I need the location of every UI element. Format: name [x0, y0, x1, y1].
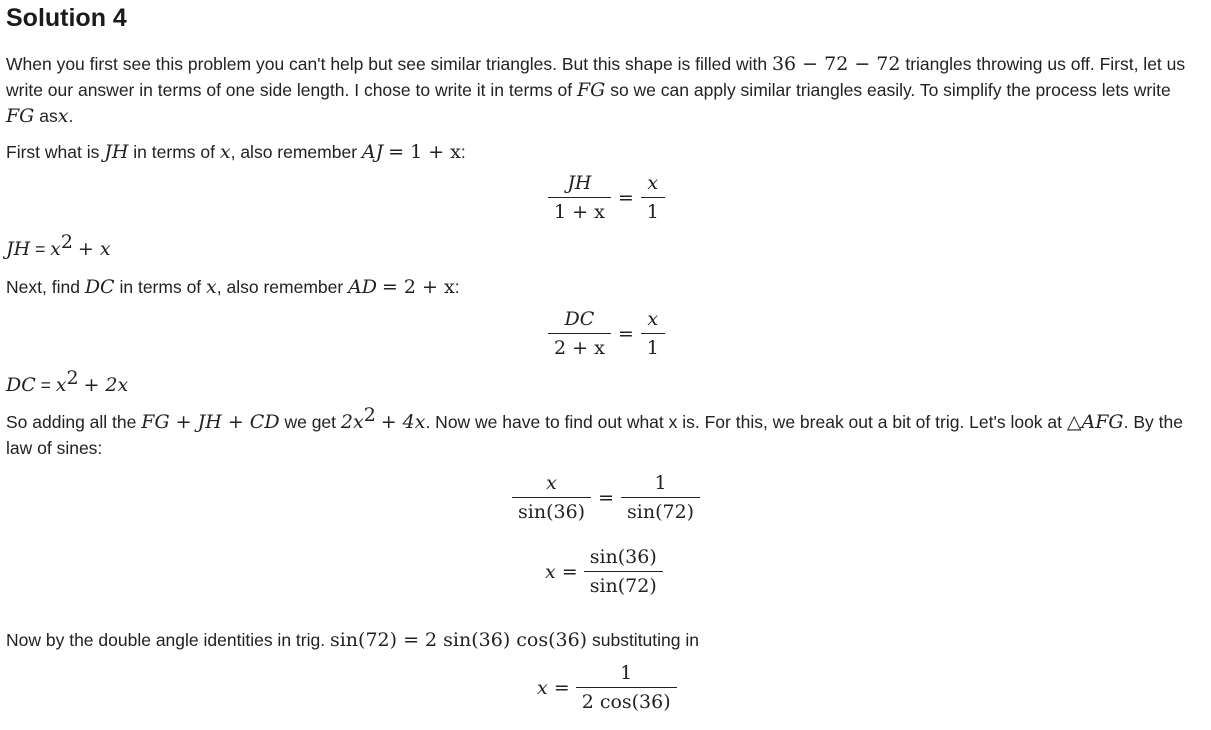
jh-text-a: First what is — [6, 142, 100, 162]
fraction-dc — [548, 308, 611, 359]
sum-text-c: . Now we have to find out what x is. For this, we break out a bit of trig. Let's look at — [425, 412, 1063, 432]
equals-sign: = — [617, 186, 634, 209]
jh-result — [6, 231, 1201, 262]
intro-math-x: x — [57, 105, 69, 127]
dc-result-exponent: 2 — [66, 367, 79, 390]
solution-heading: Solution 4 — [6, 4, 127, 32]
fraction-x-numerator: x — [647, 172, 659, 194]
double-angle-text-b: substituting in — [591, 630, 699, 650]
double-angle-text-a: Now by the double angle identities in trig. — [6, 630, 326, 650]
sum-text-d: . By the law of sines: — [6, 412, 1183, 458]
fraction-1-over-2cos36 — [576, 662, 677, 713]
fraction-jh-denominator: 1 + x — [548, 197, 611, 223]
intro-math-fg-2: FG — [6, 105, 35, 127]
equation-x-ratio-of-sines — [545, 546, 663, 597]
dc-math-ad: AD — [348, 276, 378, 298]
intro-text-e: . — [68, 106, 74, 126]
dc-result — [6, 367, 1201, 398]
intro-math-angles: 36 − 72 − 72 — [771, 53, 901, 75]
sum-text-b: we get — [284, 412, 337, 432]
fraction-dc-denominator: 2 + x — [548, 333, 611, 359]
fraction-jh — [548, 172, 611, 223]
equation-x-lhs: x = — [545, 560, 578, 583]
intro-math-fg: FG — [576, 79, 606, 101]
sum-math-triangle-afg: △AFG — [1066, 411, 1124, 433]
fraction-numerator-sin36: sin(36) — [589, 546, 657, 568]
jh-math-aj: AJ — [361, 141, 384, 163]
dc-math-ad-value: = 2 + x — [381, 276, 455, 298]
intro-text-d: as — [39, 106, 58, 126]
jh-question-paragraph — [6, 139, 1201, 165]
dc-text-d: : — [454, 277, 460, 297]
jh-math-jh: JH — [104, 141, 129, 163]
dc-text-a: Next, find — [6, 277, 80, 297]
sum-math-2x: 2x — [340, 411, 364, 433]
fraction-x-numerator: x — [647, 308, 659, 330]
dc-question-paragraph — [6, 274, 1201, 300]
equals-sign: = — [598, 486, 614, 509]
dc-result-equals: = — [40, 375, 51, 395]
dc-math-x: x — [206, 276, 217, 298]
intro-text-b: triangles throwing us off. First, let us write our answer in terms of one side length. I chose to write it in terms of — [6, 54, 1186, 100]
sum-text-a: So adding all the — [6, 412, 137, 432]
equals-sign: = — [617, 322, 634, 345]
sum-math-4x: + 4x — [380, 411, 426, 433]
fraction-numerator-1: 1 — [620, 662, 633, 684]
equation-jh-ratio — [548, 172, 665, 223]
equation-x-final — [537, 662, 677, 713]
fraction-numerator-x: x — [546, 472, 557, 494]
fraction-x-over-1 — [641, 308, 665, 359]
dc-text-c: , also remember — [216, 277, 344, 297]
jh-text-b: in terms of — [133, 142, 215, 162]
double-angle-paragraph — [6, 627, 1201, 653]
fraction-x-denominator: 1 — [641, 197, 665, 223]
fraction-sin36-over-sin72 — [584, 546, 663, 597]
sum-math-exponent: 2 — [363, 404, 376, 427]
jh-result-equals: = — [35, 239, 46, 259]
fraction-x-denominator: 1 — [641, 333, 665, 359]
intro-text-c: so we can apply similar triangles easily. To simplify the process lets write — [610, 80, 1171, 100]
equation-final-lhs: x = — [537, 676, 570, 699]
fraction-denominator-sin72: sin(72) — [621, 497, 700, 523]
fraction-denominator-2cos36: 2 cos(36) — [576, 687, 677, 713]
fraction-x-over-sin36 — [512, 472, 591, 523]
jh-text-c: , also remember — [230, 142, 358, 162]
jh-result-x: x — [50, 238, 61, 260]
sum-paragraph — [6, 404, 1201, 461]
jh-result-exponent: 2 — [60, 231, 73, 254]
fraction-denominator-sin36: sin(36) — [512, 497, 591, 523]
fraction-1-over-sin72 — [621, 472, 700, 523]
dc-result-lhs: DC — [6, 374, 36, 396]
intro-paragraph — [6, 51, 1201, 129]
jh-text-d: : — [460, 142, 466, 162]
intro-text-a: When you first see this problem you can't help but see similar triangles. But this shape is filled with — [6, 54, 768, 74]
dc-result-rest: + 2x — [83, 374, 129, 396]
fraction-dc-numerator: DC — [564, 308, 595, 330]
jh-result-lhs: JH — [6, 238, 31, 260]
fraction-denominator-sin72: sin(72) — [584, 571, 663, 597]
jh-math-aj-value: = 1 + x — [388, 141, 461, 163]
double-angle-identity: sin(72) = 2 sin(36) cos(36) — [329, 629, 588, 651]
equation-law-of-sines — [512, 472, 700, 523]
dc-text-b: in terms of — [119, 277, 202, 297]
fraction-x-over-1 — [641, 172, 665, 223]
fraction-numerator-1: 1 — [654, 472, 667, 494]
equation-dc-ratio — [548, 308, 665, 359]
dc-result-x: x — [55, 374, 67, 396]
fraction-jh-numerator: JH — [567, 172, 592, 194]
jh-math-x: x — [219, 141, 231, 163]
dc-math-dc: DC — [84, 276, 115, 298]
sum-math-segments: FG + JH + CD — [141, 411, 280, 433]
jh-result-rest: + x — [77, 238, 111, 260]
